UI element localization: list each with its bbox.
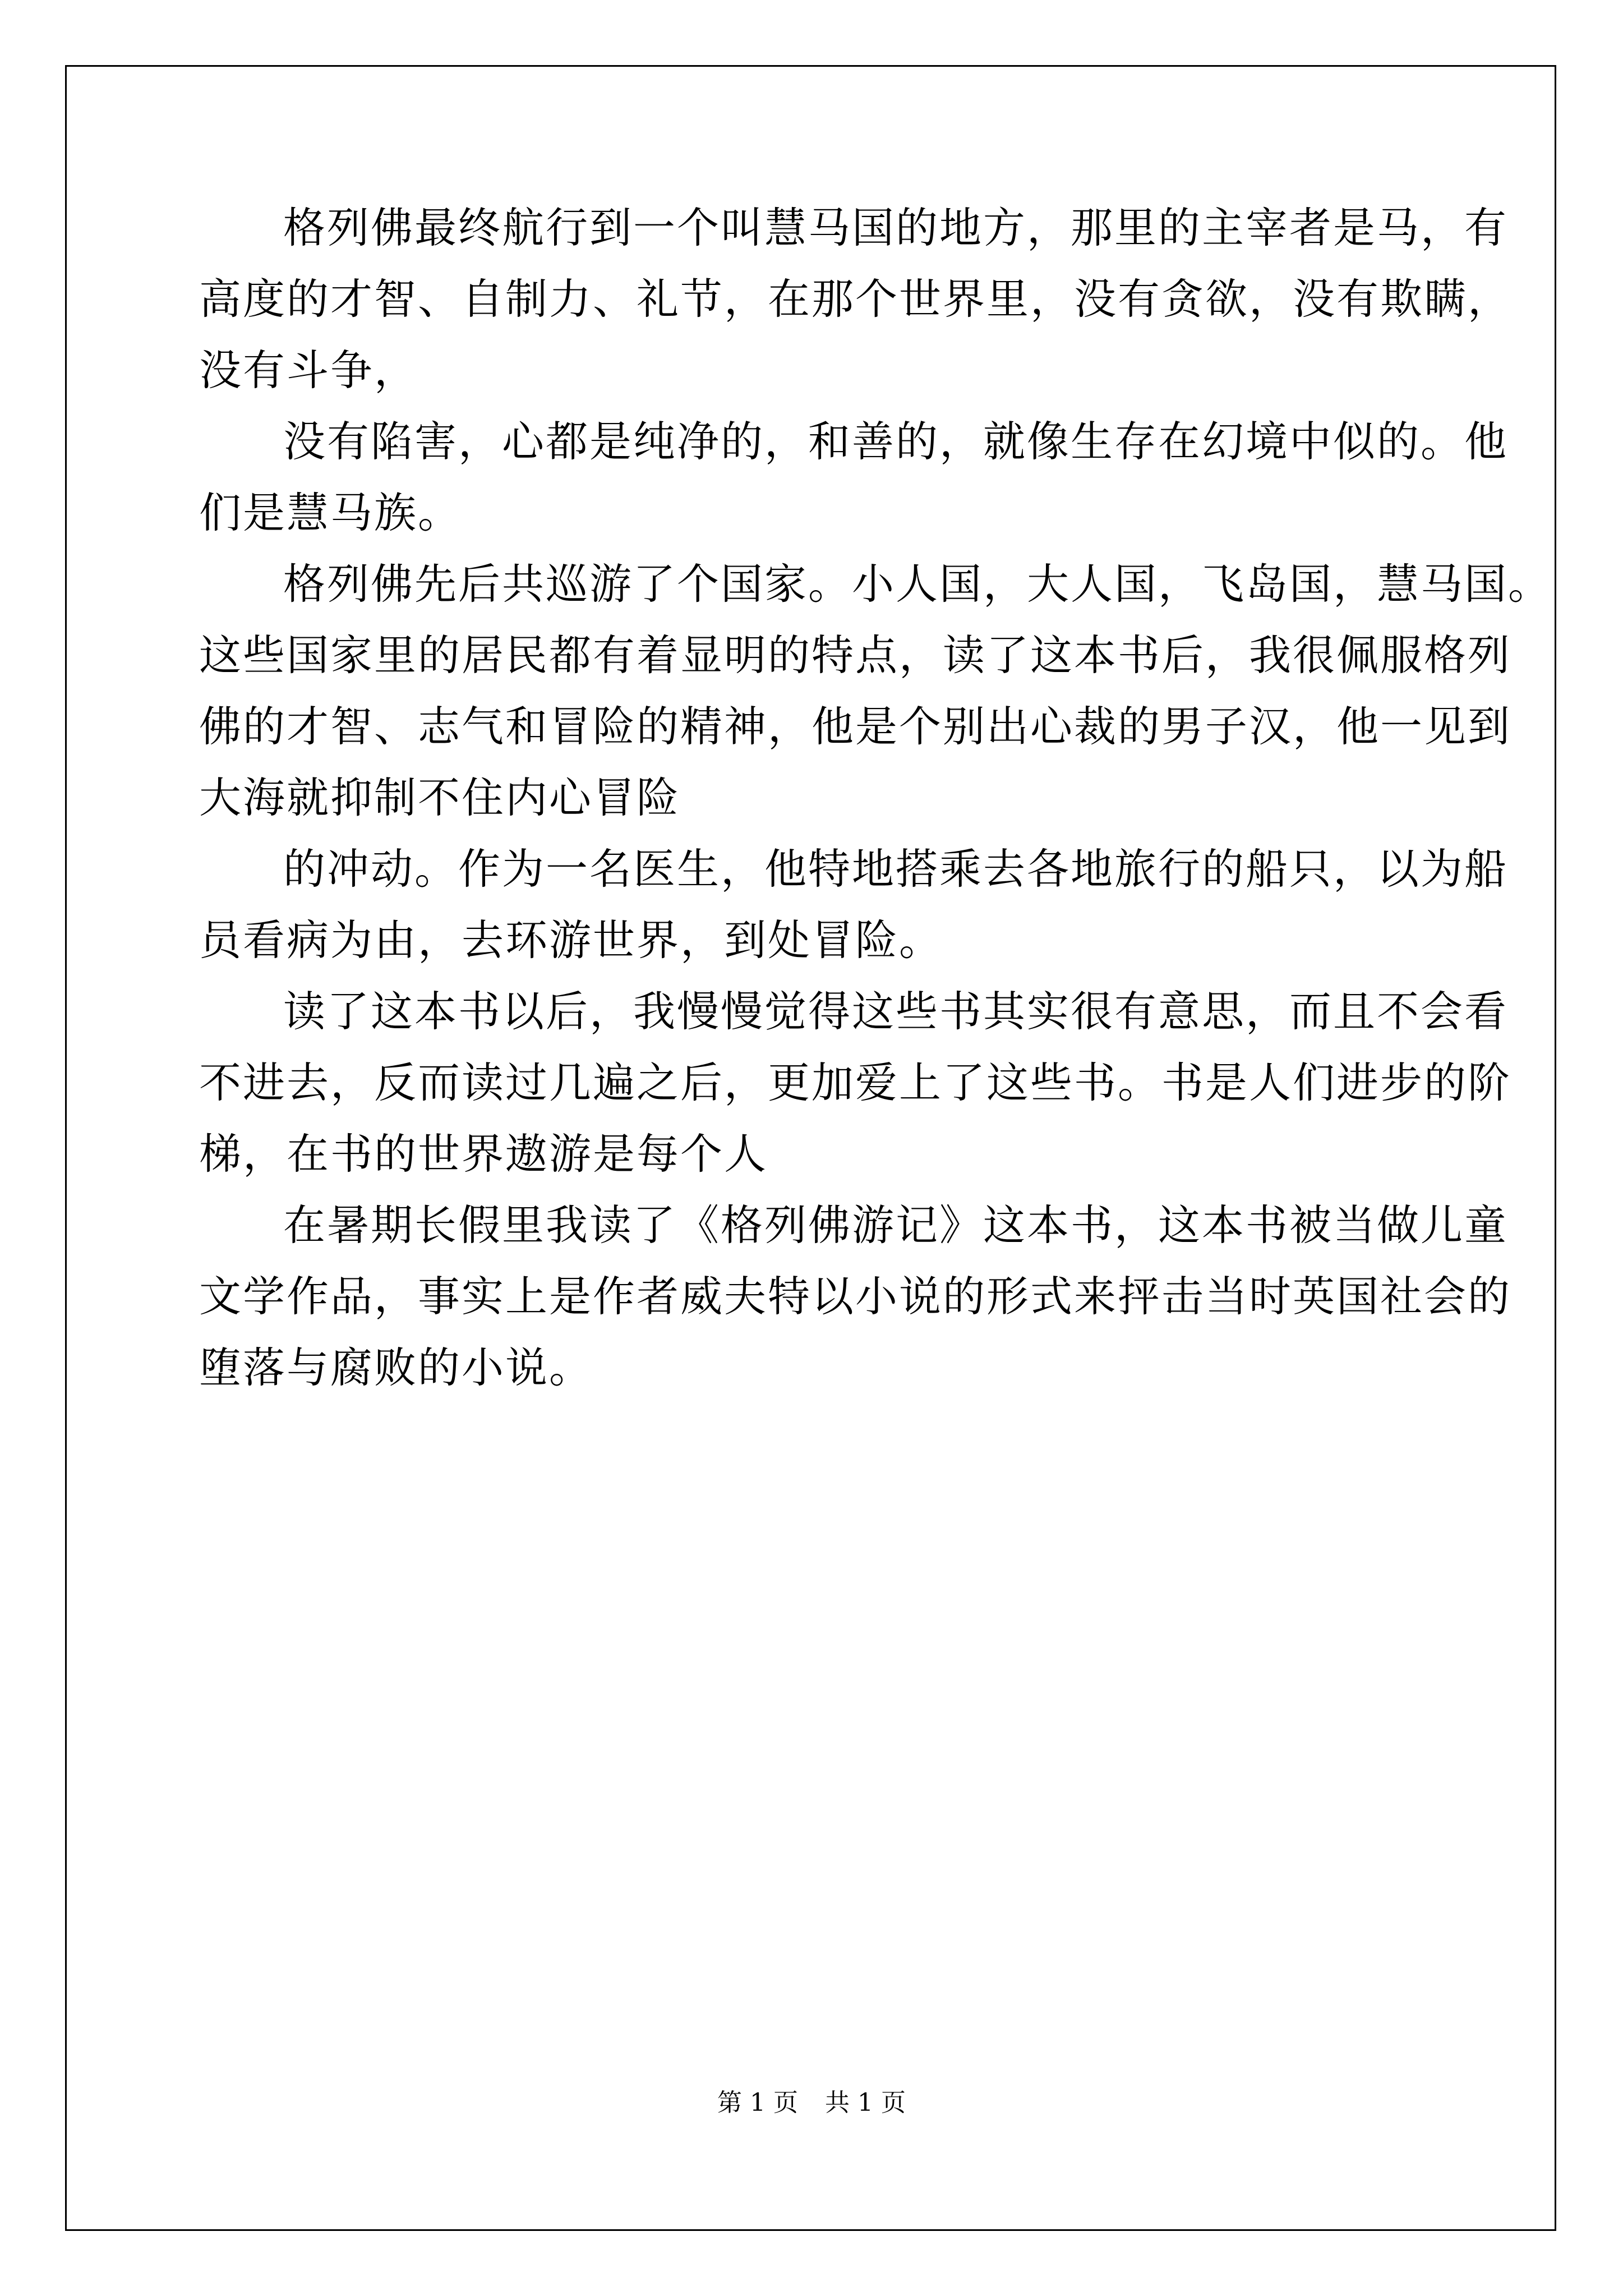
text-line: 高度的才智、自制力、礼节，在那个世界里，没有贪欲，没有欺瞒， [199, 274, 1512, 324]
text-line: 格列佛最终航行到一个叫慧马国的地方，那里的主宰者是马，有 [283, 203, 1509, 252]
text-line: 没有陷害，心都是纯净的，和善的，就像生存在幻境中似的。他 [283, 417, 1509, 466]
text-line: 读了这本书以后，我慢慢觉得这些书其实很有意思，而且不会看 [283, 987, 1509, 1036]
page-footer [0, 2086, 1623, 2120]
text-line: 堕落与腐败的小说。 [199, 1343, 593, 1392]
page-total: 共 1 页 [825, 2088, 906, 2117]
text-line: 没有斗争， [199, 346, 418, 395]
text-line: 梯，在书的世界遨游是每个人 [199, 1129, 768, 1179]
text-line: 的冲动。作为一名医生，他特地搭乘去各地旅行的船只，以为船 [283, 844, 1509, 894]
text-line: 们是慧马族。 [199, 488, 462, 537]
text-line: 文学作品，事实上是作者威夫特以小说的形式来抨击当时英国社会的 [199, 1272, 1512, 1321]
text-line: 这些国家里的居民都有着显明的特点，读了这本书后，我很佩服格列 [199, 631, 1512, 680]
text-line: 佛的才智、志气和冒险的精神，他是个别出心裁的男子汉，他一见到 [199, 702, 1512, 751]
text-line: 不进去，反而读过几遍之后，更加爱上了这些书。书是人们进步的阶 [199, 1058, 1512, 1107]
text-line: 大海就抑制不住内心冒险 [199, 773, 681, 822]
text-line: 员看病为由，去环游世界，到处冒险。 [199, 915, 943, 965]
text-line: 格列佛先后共巡游了个国家。小人国，大人国，飞岛国，慧马国。 [283, 559, 1552, 609]
page-number: 第 1 页 [717, 2088, 798, 2117]
text-line: 在暑期长假里我读了《格列佛游记》这本书，这本书被当做儿童 [283, 1200, 1509, 1250]
